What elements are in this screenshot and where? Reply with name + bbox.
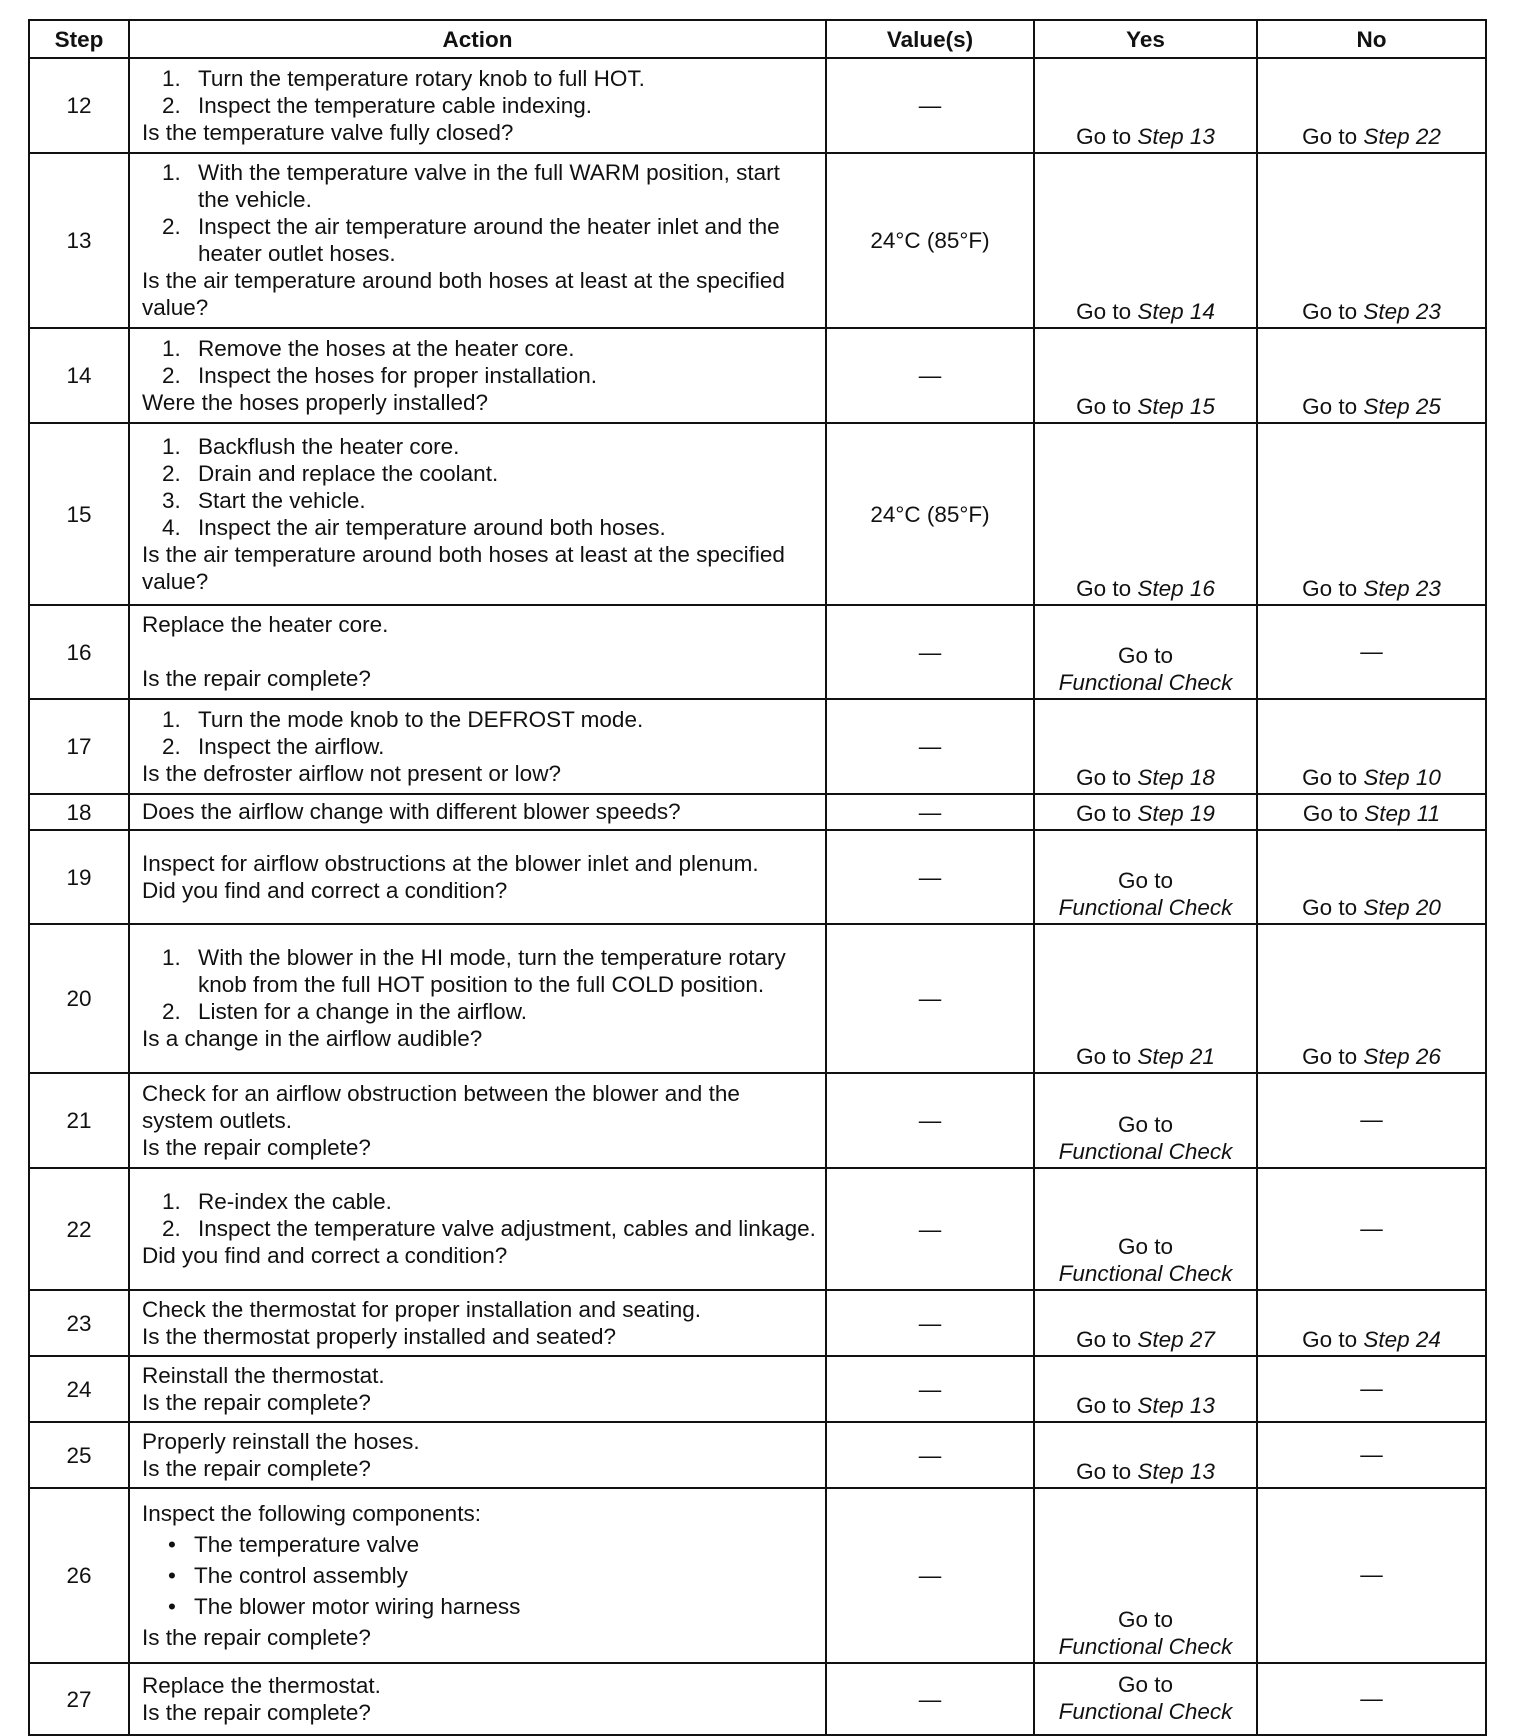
no-prefix: Go to	[1302, 1327, 1358, 1352]
value-cell: —	[826, 328, 1034, 423]
item-text: Backflush the heater core.	[198, 433, 460, 459]
yes-prefix: Go to	[1117, 1672, 1174, 1697]
action-item	[142, 944, 817, 998]
yes-prefix: Go to	[1117, 1234, 1174, 1259]
action-cell	[129, 153, 826, 328]
action-cell	[129, 1422, 826, 1488]
no-dash: —	[1360, 1107, 1383, 1132]
value-cell: —	[826, 794, 1034, 830]
no-dash: —	[1360, 1215, 1383, 1241]
item-text: Turn the temperature rotary knob to full HOT.	[198, 65, 645, 91]
action-cell	[129, 423, 826, 605]
item-number: 1.	[162, 433, 181, 459]
yes-cell	[1034, 1168, 1257, 1290]
yes-prefix: Go to	[1076, 124, 1132, 149]
yes-cell	[1034, 1073, 1257, 1168]
yes-prefix: Go to	[1117, 1112, 1174, 1137]
action-text: Inspect the following components:	[142, 1500, 481, 1526]
step-number: 12	[29, 58, 129, 153]
no-prefix: Go to	[1302, 124, 1358, 149]
header-step: Step	[29, 20, 129, 58]
table-row	[29, 699, 1486, 794]
step-number: 13	[29, 153, 129, 328]
action-question: Is the air temperature around both hoses at least at the specified value?	[142, 541, 785, 594]
action-item	[142, 362, 817, 389]
item-number: 2.	[162, 1216, 181, 1241]
yes-prefix: Go to	[1076, 765, 1132, 790]
yes-prefix: Go to	[1076, 1459, 1132, 1484]
value-cell: —	[826, 830, 1034, 924]
item-text: Inspect the air temperature around the heater inlet and the heater outlet hoses.	[198, 214, 780, 266]
no-cell	[1257, 1488, 1486, 1663]
item-number: 1.	[162, 65, 181, 91]
action-item	[142, 159, 817, 213]
item-text: Inspect the temperature cable indexing.	[198, 92, 592, 118]
no-prefix: Go to	[1302, 801, 1358, 826]
value-cell: —	[826, 1422, 1034, 1488]
no-prefix: Go to	[1302, 394, 1358, 419]
step-number: 26	[29, 1488, 129, 1663]
table-row	[29, 1073, 1486, 1168]
yes-cell	[1034, 328, 1257, 423]
no-cell	[1257, 830, 1486, 924]
item-number: 2.	[162, 362, 181, 388]
item-text: With the temperature valve in the full WARM position, start the vehicle.	[198, 160, 780, 212]
step-number: 16	[29, 605, 129, 699]
action-question: Is the repair complete?	[142, 1134, 371, 1160]
bullet-icon: •	[168, 1562, 176, 1588]
step-number: 22	[29, 1168, 129, 1290]
yes-target: Functional Check	[1058, 895, 1233, 920]
action-item	[142, 92, 817, 119]
yes-target: Step 13	[1137, 1393, 1215, 1418]
yes-prefix: Go to	[1076, 299, 1132, 324]
action-spacer	[142, 638, 817, 665]
no-dash: —	[1360, 1562, 1383, 1587]
no-cell	[1257, 794, 1486, 830]
yes-target: Functional Check	[1058, 1261, 1233, 1286]
item-text: Start the vehicle.	[198, 487, 366, 513]
action-cell	[129, 830, 826, 924]
header-action: Action	[129, 20, 826, 58]
action-text: Replace the heater core.	[142, 612, 389, 637]
no-target: Step 26	[1363, 1044, 1441, 1069]
yes-target: Step 14	[1137, 299, 1215, 324]
yes-target: Functional Check	[1058, 1139, 1233, 1164]
table-row	[29, 1422, 1486, 1488]
table-row	[29, 794, 1486, 830]
no-prefix: Go to	[1302, 299, 1358, 324]
item-number: 1.	[162, 160, 181, 185]
step-number: 25	[29, 1422, 129, 1488]
no-prefix: Go to	[1302, 1044, 1358, 1069]
table-row	[29, 830, 1486, 924]
yes-cell	[1034, 58, 1257, 153]
table-row	[29, 1488, 1486, 1663]
action-question: Were the hoses properly installed?	[142, 389, 489, 415]
action-question: Did you find and correct a condition?	[142, 877, 508, 903]
yes-prefix: Go to	[1076, 1393, 1132, 1418]
action-cell	[129, 1290, 826, 1356]
item-number: 1.	[162, 1189, 181, 1214]
yes-target: Step 21	[1137, 1044, 1215, 1069]
action-item	[142, 213, 817, 267]
action-text: Check the thermostat for proper installation and seating.	[142, 1296, 702, 1322]
item-number: 3.	[162, 487, 181, 513]
step-number: 18	[29, 794, 129, 830]
action-item	[142, 487, 817, 514]
step-number: 23	[29, 1290, 129, 1356]
step-number: 21	[29, 1073, 129, 1168]
action-cell	[129, 924, 826, 1073]
bullet-icon: •	[168, 1531, 176, 1557]
step-number: 27	[29, 1663, 129, 1735]
header-values: Value(s)	[826, 20, 1034, 58]
yes-target: Step 27	[1137, 1327, 1215, 1352]
action-text: Properly reinstall the hoses.	[142, 1428, 420, 1454]
no-dash: —	[1360, 1375, 1383, 1401]
table-row	[29, 605, 1486, 699]
item-text: Inspect the airflow.	[198, 733, 385, 759]
diagnostic-table	[28, 19, 1487, 1736]
header-yes: Yes	[1034, 20, 1257, 58]
no-cell	[1257, 924, 1486, 1073]
no-cell	[1257, 423, 1486, 605]
action-question: Is the repair complete?	[142, 1699, 371, 1725]
item-text: Remove the hoses at the heater core.	[198, 335, 575, 361]
value-cell: —	[826, 1488, 1034, 1663]
action-text: Check for an airflow obstruction between the blower and the system outlets.	[142, 1080, 740, 1133]
yes-cell	[1034, 1290, 1257, 1356]
no-cell	[1257, 1356, 1486, 1422]
no-dash: —	[1360, 1685, 1383, 1711]
value-cell: —	[826, 58, 1034, 153]
value-cell: —	[826, 924, 1034, 1073]
value-cell: —	[826, 1168, 1034, 1290]
no-cell	[1257, 1290, 1486, 1356]
action-cell	[129, 794, 826, 830]
item-text: Inspect the temperature valve adjustment, cables and linkage.	[198, 1216, 816, 1241]
no-target: Step 11	[1364, 801, 1441, 826]
table-row	[29, 1663, 1486, 1735]
table-row	[29, 1290, 1486, 1356]
yes-cell	[1034, 605, 1257, 699]
item-text: Listen for a change in the airflow.	[198, 999, 527, 1024]
action-text: Inspect for airflow obstructions at the blower inlet and plenum.	[142, 850, 759, 876]
step-number: 19	[29, 830, 129, 924]
value-cell: 24°C (85°F)	[826, 153, 1034, 328]
step-number: 20	[29, 924, 129, 1073]
item-text: Re-index the cable.	[198, 1189, 392, 1214]
no-cell	[1257, 1073, 1486, 1168]
no-cell	[1257, 1168, 1486, 1290]
table-row	[29, 1168, 1486, 1290]
yes-target: Step 19	[1137, 801, 1215, 826]
no-cell	[1257, 699, 1486, 794]
yes-target: Functional Check	[1058, 1634, 1233, 1659]
yes-prefix: Go to	[1076, 1327, 1132, 1352]
action-question: Is the temperature valve fully closed?	[142, 119, 514, 145]
no-cell	[1257, 1422, 1486, 1488]
item-number: 4.	[162, 514, 181, 540]
no-dash: —	[1360, 1441, 1383, 1467]
action-cell	[129, 328, 826, 423]
no-target: Step 22	[1363, 124, 1441, 149]
item-text: Drain and replace the coolant.	[198, 460, 499, 486]
item-number: 2.	[162, 733, 181, 759]
item-number: 1.	[162, 706, 181, 732]
yes-target: Step 15	[1137, 394, 1215, 419]
no-target: Step 23	[1363, 299, 1441, 324]
yes-prefix: Go to	[1117, 868, 1174, 893]
action-cell	[129, 1073, 826, 1168]
yes-prefix: Go to	[1076, 394, 1132, 419]
item-text: With the blower in the HI mode, turn the temperature rotary knob from the full HOT position to the full COLD position.	[198, 945, 786, 997]
action-cell	[129, 1663, 826, 1735]
action-cell	[129, 699, 826, 794]
step-number: 15	[29, 423, 129, 605]
no-target: Step 23	[1363, 576, 1441, 601]
no-target: Step 25	[1363, 394, 1441, 419]
yes-prefix: Go to	[1117, 643, 1174, 668]
item-text: Turn the mode knob to the DEFROST mode.	[198, 706, 644, 732]
table-row	[29, 58, 1486, 153]
yes-target: Step 13	[1137, 124, 1215, 149]
action-question: Does the airflow change with different blower speeds?	[142, 799, 681, 824]
action-question: Did you find and correct a condition?	[142, 1243, 508, 1268]
action-cell	[129, 58, 826, 153]
header-no: No	[1257, 20, 1486, 58]
no-cell	[1257, 58, 1486, 153]
component-text: The blower motor wiring harness	[194, 1593, 521, 1619]
header-row	[29, 20, 1486, 58]
no-target: Step 24	[1363, 1327, 1441, 1352]
step-number: 17	[29, 699, 129, 794]
action-item	[142, 998, 817, 1025]
action-question: Is the repair complete?	[142, 666, 371, 691]
table-row	[29, 924, 1486, 1073]
component-text: The control assembly	[194, 1562, 408, 1588]
yes-prefix: Go to	[1076, 1044, 1132, 1069]
no-cell	[1257, 328, 1486, 423]
value-cell: —	[826, 605, 1034, 699]
yes-prefix: Go to	[1076, 576, 1132, 601]
value-cell: 24°C (85°F)	[826, 423, 1034, 605]
component-item	[142, 1531, 817, 1558]
yes-cell	[1034, 1488, 1257, 1663]
yes-cell	[1034, 1663, 1257, 1735]
item-number: 1.	[162, 945, 181, 970]
value-cell: —	[826, 1073, 1034, 1168]
action-question: Is the defroster airflow not present or low?	[142, 760, 561, 786]
action-item	[142, 335, 817, 362]
table-row	[29, 423, 1486, 605]
action-question: Is the repair complete?	[142, 1624, 371, 1650]
item-number: 2.	[162, 214, 181, 239]
yes-cell	[1034, 153, 1257, 328]
yes-cell	[1034, 699, 1257, 794]
action-item	[142, 733, 817, 760]
action-question: Is the thermostat properly installed and seated?	[142, 1323, 617, 1349]
no-prefix: Go to	[1302, 576, 1358, 601]
yes-cell	[1034, 830, 1257, 924]
value-cell: —	[826, 1356, 1034, 1422]
yes-target: Step 16	[1137, 576, 1215, 601]
action-cell	[129, 1488, 826, 1663]
yes-cell	[1034, 1356, 1257, 1422]
action-text: Replace the thermostat.	[142, 1672, 381, 1698]
value-cell: —	[826, 1290, 1034, 1356]
item-text: Inspect the air temperature around both hoses.	[198, 514, 666, 540]
no-dash: —	[1360, 638, 1383, 664]
value-cell: —	[826, 699, 1034, 794]
action-item	[142, 460, 817, 487]
yes-target: Step 18	[1137, 765, 1215, 790]
action-item	[142, 706, 817, 733]
item-text: Inspect the hoses for proper installation.	[198, 362, 597, 388]
step-number: 14	[29, 328, 129, 423]
item-number: 1.	[162, 335, 181, 361]
component-list	[142, 1531, 817, 1620]
value-cell: —	[826, 1663, 1034, 1735]
yes-target: Functional Check	[1058, 1699, 1233, 1724]
table-row	[29, 328, 1486, 423]
yes-cell	[1034, 924, 1257, 1073]
table-body	[29, 58, 1486, 1735]
no-prefix: Go to	[1302, 765, 1358, 790]
action-question: Is the air temperature around both hoses at least at the specified value?	[142, 268, 785, 320]
no-prefix: Go to	[1302, 895, 1358, 920]
component-text: The temperature valve	[194, 1531, 420, 1557]
yes-cell	[1034, 423, 1257, 605]
item-number: 2.	[162, 999, 181, 1024]
table-row	[29, 1356, 1486, 1422]
no-cell	[1257, 605, 1486, 699]
action-item	[142, 433, 817, 460]
no-cell	[1257, 1663, 1486, 1735]
yes-target: Functional Check	[1058, 670, 1233, 695]
table-row	[29, 153, 1486, 328]
action-cell	[129, 1168, 826, 1290]
no-target: Step 10	[1363, 765, 1441, 790]
action-cell	[129, 1356, 826, 1422]
action-item	[142, 65, 817, 92]
yes-prefix: Go to	[1076, 801, 1132, 826]
action-cell	[129, 605, 826, 699]
action-question: Is a change in the airflow audible?	[142, 1026, 483, 1051]
bullet-icon: •	[168, 1593, 176, 1619]
action-question: Is the repair complete?	[142, 1389, 371, 1415]
action-item	[142, 1215, 817, 1242]
action-item	[142, 514, 817, 541]
action-question: Is the repair complete?	[142, 1455, 371, 1481]
item-number: 2.	[162, 92, 181, 118]
step-number: 24	[29, 1356, 129, 1422]
action-text: Reinstall the thermostat.	[142, 1362, 385, 1388]
item-number: 2.	[162, 460, 181, 486]
no-target: Step 20	[1363, 895, 1441, 920]
yes-cell	[1034, 794, 1257, 830]
yes-target: Step 13	[1137, 1459, 1215, 1484]
yes-cell	[1034, 1422, 1257, 1488]
no-cell	[1257, 153, 1486, 328]
yes-prefix: Go to	[1117, 1607, 1174, 1632]
action-item	[142, 1188, 817, 1215]
component-item	[142, 1593, 817, 1620]
component-item	[142, 1562, 817, 1589]
